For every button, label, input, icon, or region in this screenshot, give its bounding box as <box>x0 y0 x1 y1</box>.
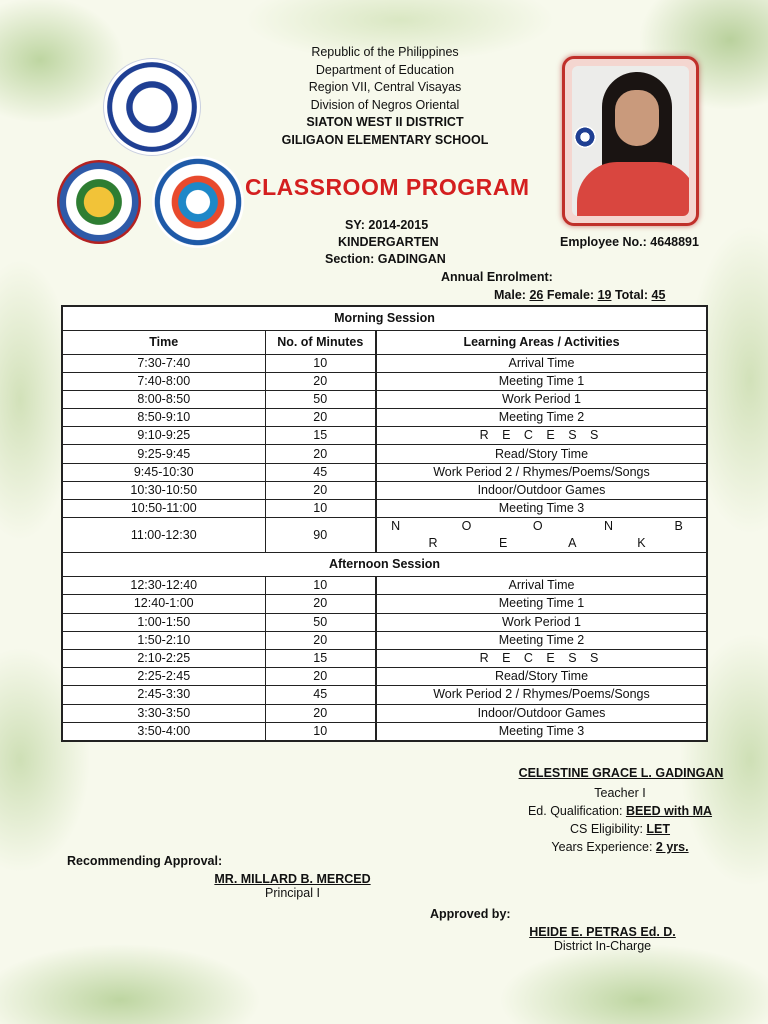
schedule-table <box>61 305 708 742</box>
cell-minutes: 10 <box>265 722 376 741</box>
cell-activity: R E C E S S <box>376 427 707 445</box>
table-row <box>62 427 707 445</box>
letterhead <box>240 44 530 150</box>
cell-minutes: 15 <box>265 649 376 667</box>
principal-title: Principal I <box>265 886 320 900</box>
cell-time: 9:25-9:45 <box>62 445 265 463</box>
district-signature <box>520 925 685 953</box>
male-label: Male: <box>494 288 526 302</box>
cell-activity: Arrival Time <box>376 354 707 372</box>
table-row <box>62 518 707 553</box>
cell-minutes: 90 <box>265 518 376 553</box>
cell-time: 3:30-3:50 <box>62 704 265 722</box>
cell-time: 1:00-1:50 <box>62 613 265 631</box>
cell-activity: N O O N B R E A K <box>376 518 707 553</box>
cell-minutes: 50 <box>265 613 376 631</box>
female-count: 19 <box>597 288 612 302</box>
section-name: Section: GADINGAN <box>325 252 446 266</box>
teacher-photo <box>562 56 699 226</box>
cell-time: 7:30-7:40 <box>62 354 265 372</box>
teacher-position: Teacher I <box>594 786 646 800</box>
teacher-experience: Years Experience: 2 yrs. <box>551 840 689 854</box>
cell-minutes: 20 <box>265 704 376 722</box>
header-line-2: Department of Education <box>315 62 455 77</box>
school-year: SY: 2014-2015 <box>345 218 429 232</box>
cell-activity: Work Period 2 / Rhymes/Poems/Songs <box>376 463 707 481</box>
cell-time: 9:45-10:30 <box>62 463 265 481</box>
teacher-qualification: Ed. Qualification: BEED with MA <box>527 804 713 818</box>
cell-minutes: 20 <box>265 445 376 463</box>
table-row <box>62 704 707 722</box>
cell-minutes: 20 <box>265 409 376 427</box>
cell-minutes: 45 <box>265 463 376 481</box>
principal-name: MR. MILLARD B. MERCED <box>214 872 371 886</box>
cell-activity: Meeting Time 1 <box>376 595 707 613</box>
cell-time: 10:30-10:50 <box>62 481 265 499</box>
cell-activity: Indoor/Outdoor Games <box>376 704 707 722</box>
header-line-1: Republic of the Philippines <box>311 45 459 59</box>
header-district: SIATON WEST II DISTRICT <box>306 115 464 130</box>
table-row <box>62 577 707 595</box>
deped-seal-logo <box>107 62 197 152</box>
cell-activity: Meeting Time 2 <box>376 409 707 427</box>
cell-activity: Work Period 1 <box>376 390 707 408</box>
afternoon-session-header: Afternoon Session <box>62 553 707 577</box>
cell-activity: Arrival Time <box>376 577 707 595</box>
table-row <box>62 390 707 408</box>
total-count: 45 <box>651 288 666 302</box>
cell-minutes: 10 <box>265 577 376 595</box>
region-vii-seal-logo <box>57 160 141 244</box>
cell-time: 8:50-9:10 <box>62 409 265 427</box>
cell-activity: Indoor/Outdoor Games <box>376 481 707 499</box>
cell-minutes: 20 <box>265 481 376 499</box>
cell-activity: Meeting Time 3 <box>376 500 707 518</box>
table-row <box>62 722 707 741</box>
cell-activity: R E C E S S <box>376 649 707 667</box>
table-row <box>62 463 707 481</box>
cell-activity: Work Period 2 / Rhymes/Poems/Songs <box>376 686 707 704</box>
table-row <box>62 500 707 518</box>
page-title: CLASSROOM PROGRAM <box>245 174 530 200</box>
table-row <box>62 668 707 686</box>
enrolment-counts <box>494 288 665 302</box>
cell-time: 7:40-8:00 <box>62 372 265 390</box>
header-line-4: Division of Negros Oriental <box>310 97 460 112</box>
grade-level: KINDERGARTEN <box>338 235 439 249</box>
teacher-name: CELESTINE GRACE L. GADINGAN <box>518 766 724 780</box>
table-row <box>62 686 707 704</box>
cell-time: 2:45-3:30 <box>62 686 265 704</box>
annual-enrolment-label: Annual Enrolment: <box>441 270 553 284</box>
cell-minutes: 20 <box>265 631 376 649</box>
table-row <box>62 595 707 613</box>
cell-activity: Work Period 1 <box>376 613 707 631</box>
district-title: District In-Charge <box>553 939 652 953</box>
cell-time: 12:40-1:00 <box>62 595 265 613</box>
division-seal-logo <box>152 156 244 248</box>
cell-time: 3:50-4:00 <box>62 722 265 741</box>
recommending-approval-label: Recommending Approval: <box>67 854 223 868</box>
table-row <box>62 445 707 463</box>
cell-time: 10:50-11:00 <box>62 500 265 518</box>
col-header-minutes: No. of Minutes <box>265 330 376 354</box>
cell-minutes: 20 <box>265 668 376 686</box>
cell-minutes: 10 <box>265 500 376 518</box>
table-row <box>62 481 707 499</box>
cell-minutes: 10 <box>265 354 376 372</box>
header-line-3: Region VII, Central Visayas <box>308 80 462 95</box>
deped-badge-icon <box>574 126 596 148</box>
cell-time: 1:50-2:10 <box>62 631 265 649</box>
table-row <box>62 409 707 427</box>
table-row <box>62 649 707 667</box>
cell-minutes: 20 <box>265 595 376 613</box>
cell-activity: Read/Story Time <box>376 668 707 686</box>
cell-minutes: 15 <box>265 427 376 445</box>
table-row <box>62 372 707 390</box>
district-name: HEIDE E. PETRAS Ed. D. <box>529 925 676 939</box>
table-row <box>62 631 707 649</box>
morning-session-header: Morning Session <box>62 306 707 330</box>
principal-signature <box>210 872 375 900</box>
male-count: 26 <box>529 288 544 302</box>
cell-time: 9:10-9:25 <box>62 427 265 445</box>
teacher-details <box>490 784 750 856</box>
teacher-eligibility: CS Eligibility: LET <box>569 822 671 836</box>
col-header-time: Time <box>62 330 265 354</box>
cell-minutes: 20 <box>265 372 376 390</box>
cell-minutes: 50 <box>265 390 376 408</box>
cell-activity: Meeting Time 1 <box>376 372 707 390</box>
cell-activity: Read/Story Time <box>376 445 707 463</box>
header-school: GILIGAON ELEMENTARY SCHOOL <box>281 132 489 147</box>
cell-time: 8:00-8:50 <box>62 390 265 408</box>
cell-time: 11:00-12:30 <box>62 518 265 553</box>
cell-activity: Meeting Time 2 <box>376 631 707 649</box>
cell-minutes: 45 <box>265 686 376 704</box>
cell-time: 2:25-2:45 <box>62 668 265 686</box>
total-label: Total: <box>614 288 649 302</box>
col-header-activities: Learning Areas / Activities <box>376 330 707 354</box>
cell-time: 12:30-12:40 <box>62 577 265 595</box>
cell-activity: Meeting Time 3 <box>376 722 707 741</box>
female-label: Female: <box>546 288 595 302</box>
table-row <box>62 354 707 372</box>
cell-time: 2:10-2:25 <box>62 649 265 667</box>
approved-by-label: Approved by: <box>430 907 511 921</box>
employee-number: Employee No.: 4648891 <box>560 235 699 249</box>
table-row <box>62 613 707 631</box>
